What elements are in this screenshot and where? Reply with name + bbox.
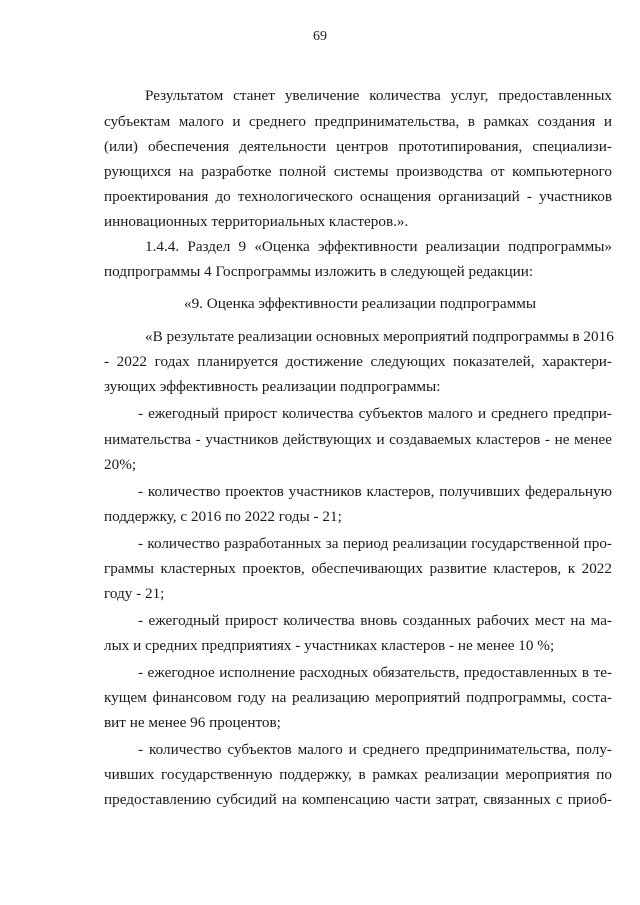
text-line: Результатом станет увеличение количества услуг, предоставленных xyxy=(145,87,612,104)
text-line: чивших государственную поддержку, в рамках реализации мероприятия по xyxy=(104,766,612,783)
text-line: рующихся на разработке полной системы производства от компьютерного xyxy=(104,163,612,180)
text-line: проектирования до технологического оснащения организаций - участников xyxy=(104,188,612,205)
text-line: субъектам малого и среднего предпринимательства, в рамках создания и xyxy=(104,113,612,130)
text-line: (или) обеспечения деятельности центров прототипирования, специализи- xyxy=(104,138,612,155)
text-line: 1.4.4. Раздел 9 «Оценка эффективности реализации подпрограммы» xyxy=(145,238,612,255)
text-line: - количество субъектов малого и среднего предпринимательства, полу- xyxy=(138,741,612,758)
page-number: 69 xyxy=(313,29,327,44)
text-line: - ежегодный прирост количества субъектов малого и среднего предпри- xyxy=(138,405,612,422)
text-line: - ежегодное исполнение расходных обязательств, предоставленных в те- xyxy=(138,664,612,681)
text-line: нимательства - участников действующих и создаваемых кластеров - не менее xyxy=(104,431,612,448)
text-line: кущем финансовом году на реализацию мероприятий подпрограммы, соста- xyxy=(104,689,612,706)
text-line: вит не менее 96 процентов; xyxy=(104,714,281,731)
text-line: инновационных территориальных кластеров.». xyxy=(104,213,409,230)
text-line: году - 21; xyxy=(104,585,165,602)
text-line: - количество разработанных за период реализации государственной про- xyxy=(138,535,612,552)
text-line: зующих эффективность реализации подпрограммы: xyxy=(104,378,441,395)
text-line: 20%; xyxy=(104,456,137,473)
text-line: - ежегодный прирост количества вновь созданных рабочих мест на ма- xyxy=(138,612,612,629)
text-line: поддержку, с 2016 по 2022 годы - 21; xyxy=(104,508,342,525)
text-line: граммы кластерных проектов, обеспечивающих развитие кластеров, к 2022 xyxy=(104,560,612,577)
text-line: предоставлению субсидий на компенсацию части затрат, связанных с приоб- xyxy=(104,791,612,808)
text-line: «В результате реализации основных мероприятий подпрограммы в 2016 xyxy=(145,328,614,345)
text-line: подпрограммы 4 Госпрограммы изложить в следующей редакции: xyxy=(104,263,534,280)
text-line: - количество проектов участников кластеров, получивших федеральную xyxy=(138,483,612,500)
section-heading: «9. Оценка эффективности реализации подпрограммы xyxy=(183,295,537,312)
text-line: лых и средних предприятиях - участниках кластеров - не менее 10 %; xyxy=(104,637,555,654)
text-line: - 2022 годах планируется достижение следующих показателей, характери- xyxy=(104,353,612,370)
